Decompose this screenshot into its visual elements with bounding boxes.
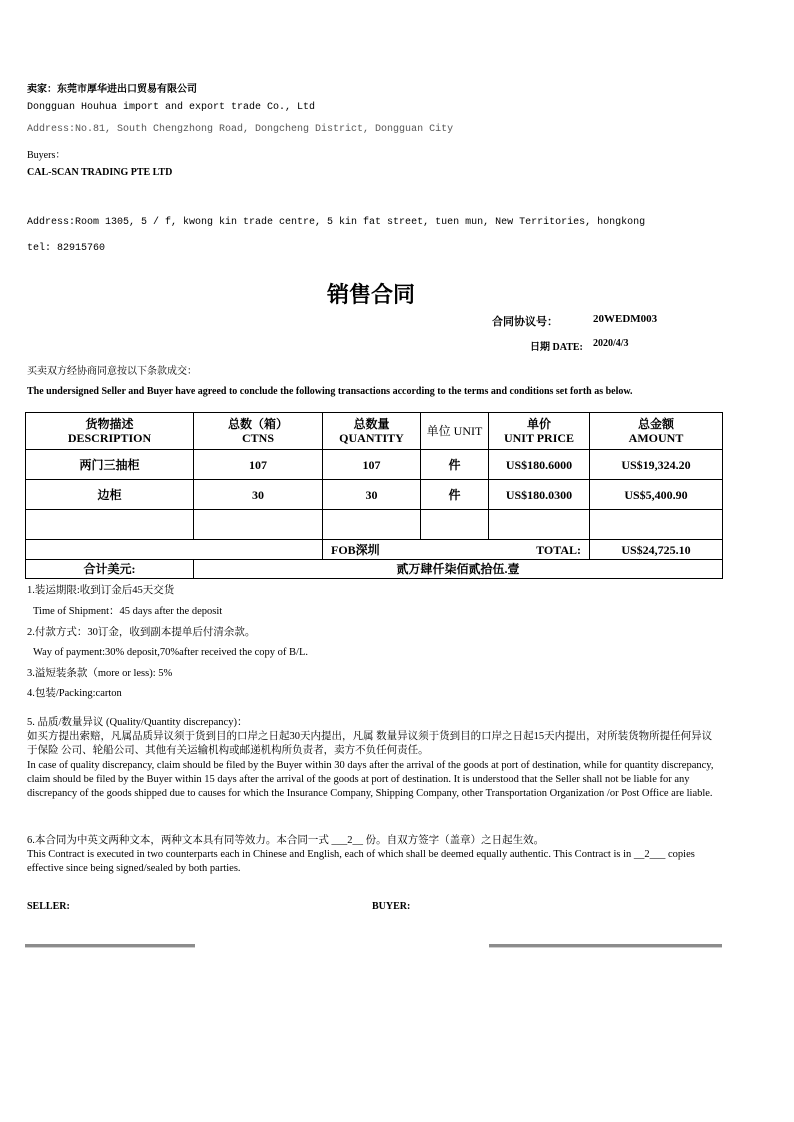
- document-title: 销售合同: [327, 283, 416, 308]
- amount-in-words: 贰万肆仟柒佰贰拾伍.壹: [194, 560, 723, 579]
- cell-unit: 件: [421, 480, 489, 510]
- seller-name-en: Dongguan Houhua import and export trade Co., Ltd: [27, 102, 316, 113]
- total-label: TOTAL:: [536, 542, 581, 557]
- cell-description: 两门三抽柜: [26, 450, 194, 480]
- seller-signature-line: [25, 944, 195, 948]
- table-row: [26, 480, 723, 510]
- intro-cn: 买卖双方经协商同意按以下条款成交：: [27, 366, 197, 377]
- contract-no-label: 合同协议号：: [492, 316, 558, 328]
- buyer-address: Address:Room 1305, 5 / f, kwong kin trade centre, 5 kin fat street, tuen mun, New Territories, hongkong: [27, 217, 646, 228]
- buyer-signature-label: BUYER:: [372, 901, 411, 912]
- clause-4: 4.包装/Packing:carton: [27, 688, 122, 699]
- clause-1-en: Time of Shipment：45 days after the deposit: [33, 606, 223, 617]
- clause-6-en: This Contract is executed in two counterparts each in Chinese and English, each of which shall be deemed equally authentic. This Contract is in __2___ copies effective since being signed/sealed by both parties.: [27, 849, 695, 874]
- cell-quantity: 107: [323, 450, 421, 480]
- cell-unit-price: US$180.6000: [489, 450, 590, 480]
- clause-1-cn: 1.装运期限:收到订金后45天交货: [27, 585, 175, 596]
- cell-amount: US$5,400.90: [590, 480, 723, 510]
- total-terms-cell: [323, 540, 590, 560]
- cell-unit: 件: [421, 450, 489, 480]
- goods-table: [25, 412, 723, 579]
- seller-address: Address:No.81, South Chengzhong Road, Dongcheng District, Dongguan City: [27, 124, 454, 135]
- table-row-empty: [26, 510, 723, 540]
- seller-signature-label: SELLER:: [27, 901, 70, 912]
- seller-label-cn: 卖家：东莞市厚华进出口贸易有限公司: [27, 84, 197, 95]
- header-amount: 总金额 AMOUNT: [590, 413, 723, 450]
- header-unit: 单位 UNIT: [421, 413, 489, 450]
- cell-ctns: 107: [194, 450, 323, 480]
- header-ctns: 总数（箱） CTNS: [194, 413, 323, 450]
- intro-en: The undersigned Seller and Buyer have agreed to conclude the following transactions according to the terms and conditions set forth as below.: [27, 386, 633, 397]
- cell-unit-price: US$180.0300: [489, 480, 590, 510]
- date-label: 日期 DATE:: [530, 342, 583, 353]
- amount-in-words-label: 合计美元:: [26, 560, 194, 579]
- header-unit-price: 单价 UNIT PRICE: [489, 413, 590, 450]
- clause-5-title: 5. 品质/数量异议 (Quality/Quantity discrepancy)：: [27, 717, 248, 728]
- clause-2-cn: 2.付款方式：30订金，收到副本提单后付清余款。: [27, 627, 256, 638]
- cell-quantity: 30: [323, 480, 421, 510]
- table-words-row: [26, 560, 723, 579]
- cell-amount: US$19,324.20: [590, 450, 723, 480]
- table-header-row: [26, 413, 723, 450]
- table-total-row: [26, 540, 723, 560]
- trade-terms: FOB深圳: [331, 542, 380, 557]
- buyer-tel: tel: 82915760: [27, 243, 106, 254]
- clause-5-en: In case of quality discrepancy, claim should be filed by the Buyer within 30 days after the arrival of the goods at port of destination, while for quantity discrepancy, claim should be filed by the Buyer within 15 days after the arrival of the goods at port of destination. It is understood that the Seller shall not be liable for any discrepancy of the goods shipped due to causes for which the Insurance Company, Shipping Company, other Transportation Organization /or Post Office are liable.: [27, 760, 714, 799]
- clause-6-cn: 6.本合同为中英文两种文本，两种文本具有同等效力。本合同一式 ___2__ 份。自双方签字（盖章）之日起生效。: [27, 835, 545, 846]
- buyer-signature-line: [489, 944, 722, 948]
- clause-5-cn: 如买方提出索赔，凡属品质异议须于货到目的口岸之日起30天内提出，凡属 数量异议须于货到目的口岸之日起15天内提出，对所装货物所提任何异议于保险 公司、轮船公司、其他有关运输机构或邮递机构所负责者，卖方不负任何责任。: [27, 731, 713, 756]
- contract-no: 20WEDM003: [593, 313, 658, 325]
- total-amount: US$24,725.10: [590, 540, 723, 560]
- cell-description: 边柜: [26, 480, 194, 510]
- cell-ctns: 30: [194, 480, 323, 510]
- buyer-label: Buyers：: [27, 150, 66, 161]
- clause-3: 3.溢短装条款（more or less): 5%: [27, 668, 173, 679]
- buyer-name: CAL-SCAN TRADING PTE LTD: [27, 167, 173, 178]
- clause-2-en: Way of payment:30% deposit,70%after received the copy of B/L.: [33, 647, 308, 658]
- header-description: 货物描述 DESCRIPTION: [26, 413, 194, 450]
- header-quantity: 总数量 QUANTITY: [323, 413, 421, 450]
- date-value: 2020/4/3: [593, 338, 629, 349]
- table-row: [26, 450, 723, 480]
